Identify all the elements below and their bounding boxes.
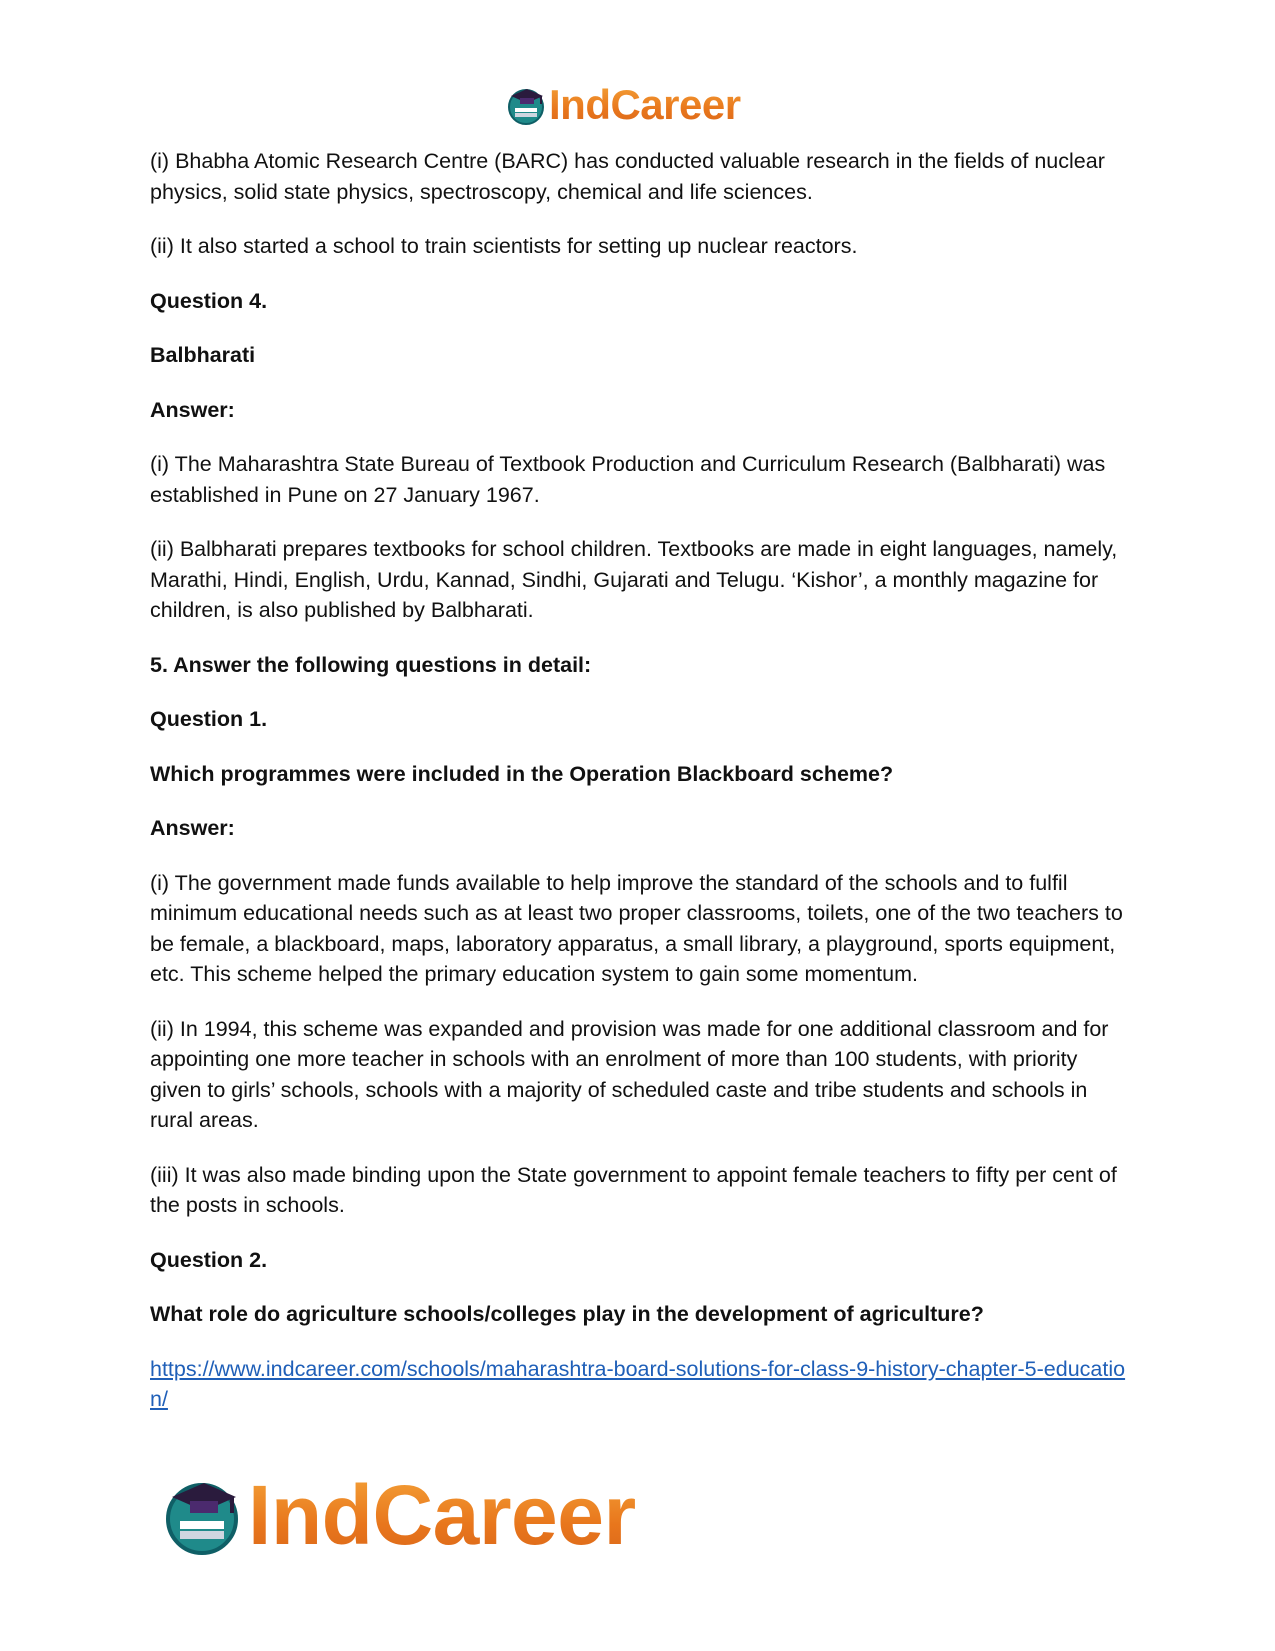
heading-paragraph: Question 1. <box>150 707 268 731</box>
document-body <box>150 146 1130 1439</box>
body-paragraph: (iii) It was also made binding upon the State government to appoint female teachers to fifty per cent of the posts in schools. <box>150 1162 1117 1217</box>
heading-paragraph: Balbharati <box>150 343 256 367</box>
heading-paragraph: Question 2. <box>150 1247 268 1272</box>
heading-paragraph: Answer: <box>150 816 235 840</box>
body-paragraph: (i) Bhabha Atomic Research Centre (BARC) has conducted valuable research in the fields of nuclear physics, solid state physics, spectroscopy, chemical and life sciences. <box>150 149 1105 204</box>
heading-paragraph: What role do agriculture schools/colleges play in the development of agriculture? <box>150 1302 984 1326</box>
graduation-cap-globe-icon <box>160 1473 244 1557</box>
brand-logo-text: IndCareer <box>248 1467 636 1562</box>
graduation-cap-globe-icon <box>505 84 547 126</box>
footer-logo <box>160 1467 636 1562</box>
brand-logo-text: IndCareer <box>549 81 741 128</box>
body-paragraph: (i) The Maharashtra State Bureau of Textbook Production and Curriculum Research (Balbharati) was established in Pune on 27 January 1967. <box>150 452 1106 507</box>
header-logo <box>505 82 741 128</box>
heading-paragraph: Which programmes were included in the Operation Blackboard scheme? <box>150 761 894 786</box>
heading-paragraph: 5. Answer the following questions in detail: <box>150 652 592 677</box>
source-link-paragraph <box>150 1354 1130 1415</box>
body-paragraph: (ii) It also started a school to train scientists for setting up nuclear reactors. <box>150 234 858 258</box>
body-paragraph: (i) The government made funds available to help improve the standard of the schools and to fulfil minimum educational needs such as at least two proper classrooms, toilets, one of the two teachers to be female, a blackboard, maps, laboratory apparatus, a small library, a playground, sports equipment, etc. This scheme helped the primary education system to gain some momentum. <box>150 870 1123 986</box>
heading-paragraph: Answer: <box>150 397 235 422</box>
body-paragraph: (ii) In 1994, this scheme was expanded and provision was made for one additional classroom and for appointing one more teacher in schools with an enrolment of more than 100 students, with priority given to girls’ schools, schools with a majority of scheduled caste and tribe students and schools in rural areas. <box>150 1016 1109 1132</box>
heading-paragraph: Question 4. <box>150 288 268 313</box>
source-link[interactable]: https://www.indcareer.com/schools/maharashtra-board-solutions-for-class-9-history-chapter-5-education/ <box>150 1356 1126 1411</box>
body-paragraph: (ii) Balbharati prepares textbooks for school children. Textbooks are made in eight languages, namely, Marathi, Hindi, English, Urdu, Kannad, Sindhi, Gujarati and Telugu. ‘Kishor’, a monthly magazine for children, is also published by Balbharati. <box>150 537 1118 622</box>
